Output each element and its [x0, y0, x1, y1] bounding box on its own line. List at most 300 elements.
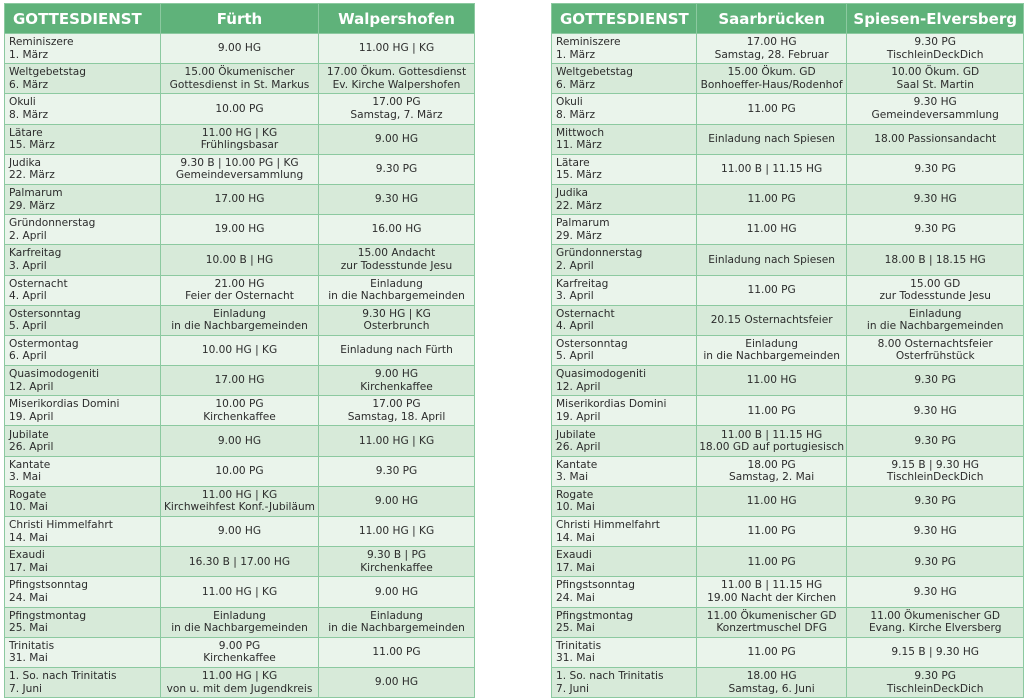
cell-line: Ostersonntag — [9, 307, 81, 320]
service-time-cell — [696, 577, 847, 607]
table-row — [552, 124, 1024, 154]
cell-line: 15.00 GD — [910, 277, 961, 290]
table-row — [552, 64, 1024, 94]
cell-line: 9.30 HG | KG — [362, 307, 431, 320]
cell-line: Frühlingsbasar — [200, 139, 279, 152]
cell-line: 24. Mai — [556, 591, 595, 604]
cell-line: Gemeindeversammlung — [871, 108, 999, 121]
service-time-cell — [696, 94, 847, 124]
service-time-cell — [847, 637, 1024, 667]
cell-line: 6. April — [9, 350, 47, 363]
cell-line: Einladung — [213, 609, 266, 622]
service-time-cell — [696, 517, 847, 547]
table-row — [5, 667, 475, 697]
service-time-cell — [847, 426, 1024, 456]
cell-line: 26. April — [556, 441, 601, 454]
service-time-cell — [161, 637, 319, 667]
service-date-cell — [552, 305, 697, 335]
cell-line: 9.00 HG — [374, 585, 419, 598]
header-cell: Fürth — [161, 4, 319, 34]
cell-line: 17. Mai — [9, 561, 48, 574]
cell-line: 9.30 PG — [914, 434, 956, 447]
cell-line: 3. April — [556, 290, 594, 303]
service-date-cell — [5, 184, 161, 214]
cell-line: 11.00 HG | KG — [358, 434, 435, 447]
cell-line: Einladung nach Spiesen — [708, 253, 836, 266]
service-time-cell — [319, 275, 475, 305]
cell-line: 21.00 HG — [214, 277, 265, 290]
service-time-cell — [847, 275, 1024, 305]
cell-line: 9.00 PG — [218, 639, 261, 652]
cell-line: 11.00 Ökumenischer GD — [870, 609, 1001, 622]
table-row — [5, 456, 475, 486]
table-row — [552, 486, 1024, 516]
cell-line: Gründonnerstag — [9, 217, 96, 230]
service-time-cell — [319, 34, 475, 64]
service-date-cell — [5, 245, 161, 275]
service-time-cell — [696, 245, 847, 275]
cell-line: 17.00 HG — [214, 374, 265, 387]
cell-line: 7. Juni — [9, 682, 42, 695]
cell-line: Osterbrunch — [363, 320, 430, 333]
cell-line: Christi Himmelfahrt — [556, 519, 660, 532]
service-time-cell — [161, 245, 319, 275]
service-time-cell — [319, 486, 475, 516]
service-time-cell — [161, 517, 319, 547]
cell-line: Trinitatis — [9, 639, 55, 652]
cell-line: Reminiszere — [9, 36, 74, 49]
cell-line: 16.00 HG — [371, 223, 422, 236]
service-date-cell — [552, 94, 697, 124]
service-date-cell — [552, 396, 697, 426]
service-date-cell — [5, 517, 161, 547]
cell-line: Einladung nach Spiesen — [708, 132, 836, 145]
cell-line: 3. Mai — [556, 471, 589, 484]
cell-line: Saal St. Martin — [896, 78, 974, 91]
cell-line: 11.00 PG — [747, 525, 796, 538]
cell-line: Ev. Kirche Walpershofen — [332, 78, 461, 91]
service-time-cell — [847, 305, 1024, 335]
service-time-cell — [319, 94, 475, 124]
cell-line: Einladung nach Fürth — [340, 344, 453, 357]
table-row — [5, 124, 475, 154]
service-date-cell — [5, 64, 161, 94]
cell-line: Karfreitag — [556, 277, 609, 290]
cell-line: 17.00 HG — [214, 193, 265, 206]
service-time-cell — [319, 154, 475, 184]
table-row — [5, 577, 475, 607]
service-date-cell — [5, 396, 161, 426]
service-date-cell — [5, 124, 161, 154]
cell-line: 22. März — [556, 199, 602, 212]
cell-line: Palmarum — [556, 217, 610, 230]
service-time-cell — [696, 607, 847, 637]
cell-line: 9.15 B | 9.30 HG — [891, 646, 980, 659]
cell-line: 17.00 PG — [372, 398, 421, 411]
service-time-cell — [847, 215, 1024, 245]
service-date-cell — [552, 486, 697, 516]
cell-line: Gründonnerstag — [556, 247, 643, 260]
cell-line: Quasimodogeniti — [9, 368, 100, 381]
cell-line: 19.00 HG — [214, 223, 265, 236]
table-row — [5, 517, 475, 547]
service-time-cell — [319, 335, 475, 365]
cell-line: 9.00 HG — [374, 495, 419, 508]
table-row — [552, 426, 1024, 456]
table-row — [5, 366, 475, 396]
service-time-cell — [847, 547, 1024, 577]
cell-line: in die Nachbargemeinden — [703, 350, 840, 363]
service-time-cell — [696, 547, 847, 577]
cell-line: 26. April — [9, 441, 54, 454]
service-time-cell — [161, 124, 319, 154]
service-date-cell — [5, 94, 161, 124]
cell-line: 12. April — [9, 380, 54, 393]
cell-line: 11.00 Ökumenischer GD — [706, 609, 837, 622]
cell-line: 1. März — [556, 48, 596, 61]
cell-line: 9.00 HG — [374, 368, 419, 381]
service-time-cell — [319, 64, 475, 94]
service-date-cell — [552, 215, 697, 245]
cell-line: 9.30 PG — [914, 555, 956, 568]
service-date-cell — [552, 184, 697, 214]
cell-line: 12. April — [556, 380, 601, 393]
table-row — [552, 245, 1024, 275]
service-time-cell — [161, 396, 319, 426]
table-row — [5, 305, 475, 335]
service-date-cell — [5, 547, 161, 577]
service-time-cell — [319, 607, 475, 637]
cell-line: 11.00 PG — [747, 646, 796, 659]
cell-line: 17.00 HG — [746, 36, 797, 49]
table-row — [552, 305, 1024, 335]
cell-line: Samstag, 18. April — [347, 410, 446, 423]
cell-line: 11.00 HG | KG — [201, 585, 278, 598]
service-date-cell — [5, 607, 161, 637]
service-date-cell — [5, 577, 161, 607]
cell-line: 20.15 Osternachtsfeier — [710, 314, 833, 327]
service-time-cell — [319, 305, 475, 335]
table-row — [552, 154, 1024, 184]
service-time-cell — [696, 637, 847, 667]
cell-line: 1. So. nach Trinitatis — [556, 670, 664, 683]
cell-line: 11.00 PG — [372, 646, 421, 659]
service-time-cell — [696, 184, 847, 214]
cell-line: 11.00 PG — [747, 283, 796, 296]
cell-line: 9.30 PG — [914, 374, 956, 387]
table-row — [552, 607, 1024, 637]
cell-line: Pfingstmontag — [556, 609, 634, 622]
table-row — [552, 547, 1024, 577]
cell-line: Miserikordias Domini — [556, 398, 667, 411]
cell-line: 24. Mai — [9, 591, 48, 604]
service-date-cell — [5, 275, 161, 305]
service-time-cell — [319, 366, 475, 396]
cell-line: TischleinDeckDich — [886, 471, 984, 484]
cell-line: Einladung — [745, 337, 798, 350]
service-time-cell — [696, 335, 847, 365]
cell-line: 9.30 HG — [374, 193, 419, 206]
header-cell: Saarbrücken — [696, 4, 847, 34]
service-date-cell — [552, 426, 697, 456]
cell-line: 2. April — [9, 229, 47, 242]
cell-line: 17.00 Ökum. Gottesdienst — [326, 66, 467, 79]
table-row — [552, 275, 1024, 305]
cell-line: in die Nachbargemeinden — [328, 290, 465, 303]
cell-line: 18.00 HG — [746, 670, 797, 683]
service-date-cell — [552, 154, 697, 184]
service-time-cell — [696, 215, 847, 245]
cell-line: Kirchenkaffee — [360, 380, 433, 393]
cell-line: Mittwoch — [556, 126, 605, 139]
cell-line: Okuli — [9, 96, 36, 109]
table-row — [5, 637, 475, 667]
cell-line: 9.15 B | 9.30 HG — [891, 458, 980, 471]
cell-line: 10.00 PG — [215, 464, 264, 477]
cell-line: 11.00 PG — [747, 404, 796, 417]
cell-line: 10. Mai — [556, 501, 595, 514]
service-time-cell — [847, 486, 1024, 516]
cell-line: Pfingstmontag — [9, 609, 87, 622]
cell-line: Palmarum — [9, 187, 63, 200]
service-time-cell — [161, 335, 319, 365]
cell-line: 10.00 Ökum. GD — [891, 66, 980, 79]
service-time-cell — [161, 547, 319, 577]
service-time-cell — [696, 34, 847, 64]
cell-line: 19. April — [9, 410, 54, 423]
cell-line: 10.00 PG — [215, 398, 264, 411]
cell-line: 9.30 PG — [914, 495, 956, 508]
cell-line: 3. Mai — [9, 471, 42, 484]
header-row — [5, 4, 475, 34]
service-time-cell — [696, 667, 847, 697]
cell-line: 29. März — [556, 229, 602, 242]
service-time-cell — [319, 547, 475, 577]
service-time-cell — [319, 245, 475, 275]
cell-line: 11.00 HG | KG — [201, 126, 278, 139]
service-date-cell — [5, 667, 161, 697]
cell-line: 15. März — [556, 169, 602, 182]
table-row — [552, 215, 1024, 245]
cell-line: 11.00 HG — [746, 374, 797, 387]
service-time-cell — [847, 396, 1024, 426]
table-row — [5, 547, 475, 577]
cell-line: in die Nachbargemeinden — [171, 320, 308, 333]
cell-line: Lätare — [556, 156, 590, 169]
table-row — [552, 396, 1024, 426]
cell-line: 9.30 PG — [914, 36, 956, 49]
cell-line: 10. Mai — [9, 501, 48, 514]
service-date-cell — [5, 456, 161, 486]
cell-line: Ostermontag — [9, 337, 79, 350]
cell-line: 9.30 PG — [914, 163, 956, 176]
service-time-cell — [847, 517, 1024, 547]
cell-line: 9.30 HG — [913, 193, 957, 206]
service-date-cell — [552, 124, 697, 154]
cell-line: Osternacht — [9, 277, 68, 290]
service-time-cell — [161, 215, 319, 245]
table-row — [552, 637, 1024, 667]
cell-line: Kirchenkaffee — [203, 652, 276, 665]
cell-line: 11.00 HG — [746, 223, 797, 236]
cell-line: Samstag, 6. Juni — [728, 682, 815, 695]
cell-line: Judika — [9, 156, 41, 169]
service-time-cell — [161, 184, 319, 214]
cell-line: Einladung — [213, 307, 266, 320]
service-time-cell — [161, 366, 319, 396]
cell-line: 31. Mai — [556, 652, 595, 665]
service-time-cell — [847, 64, 1024, 94]
header-cell: Walpershofen — [319, 4, 475, 34]
service-date-cell — [552, 64, 697, 94]
service-time-cell — [161, 305, 319, 335]
service-date-cell — [5, 154, 161, 184]
cell-line: Christi Himmelfahrt — [9, 519, 113, 532]
service-date-cell — [552, 335, 697, 365]
cell-line: 9.30 HG — [913, 585, 957, 598]
cell-line: 3. April — [9, 259, 47, 272]
cell-line: zur Todesstunde Jesu — [340, 259, 453, 272]
cell-line: 11.00 HG | KG — [201, 670, 278, 683]
service-date-cell — [552, 517, 697, 547]
cell-line: 7. Juni — [556, 682, 589, 695]
cell-line: 11.00 HG | KG — [201, 488, 278, 501]
service-date-cell — [552, 667, 697, 697]
cell-line: Rogate — [556, 488, 594, 501]
cell-line: Konzertmuschel DFG — [716, 622, 827, 635]
table-row — [5, 154, 475, 184]
service-time-cell — [161, 275, 319, 305]
cell-line: Osternacht — [556, 307, 615, 320]
service-time-cell — [161, 426, 319, 456]
cell-line: 9.00 HG — [217, 42, 262, 55]
service-time-cell — [847, 456, 1024, 486]
cell-line: 9.30 PG — [375, 464, 418, 477]
cell-line: 15.00 Andacht — [357, 247, 436, 260]
service-time-cell — [696, 486, 847, 516]
cell-line: Kirchweihfest Konf.-Jubiläum — [163, 501, 315, 514]
service-time-cell — [319, 215, 475, 245]
service-date-cell — [5, 34, 161, 64]
service-time-cell — [847, 607, 1024, 637]
service-time-cell — [696, 396, 847, 426]
cell-line: 9.30 PG — [914, 223, 956, 236]
cell-line: 15.00 Ökumenischer — [184, 66, 295, 79]
cell-line: Judika — [556, 187, 588, 200]
service-date-cell — [552, 34, 697, 64]
cell-line: 1. So. nach Trinitatis — [9, 670, 117, 683]
service-date-cell — [5, 215, 161, 245]
table-row — [552, 184, 1024, 214]
service-time-cell — [319, 426, 475, 456]
cell-line: Weltgebetstag — [9, 66, 86, 79]
cell-line: in die Nachbargemeinden — [866, 320, 1004, 333]
cell-line: Kirchenkaffee — [203, 410, 276, 423]
cell-line: 17. Mai — [556, 561, 595, 574]
service-time-cell — [319, 396, 475, 426]
service-date-cell — [5, 366, 161, 396]
service-time-cell — [319, 517, 475, 547]
cell-line: 18.00 PG — [747, 458, 796, 471]
header-cell: GOTTESDIENST — [552, 4, 697, 34]
service-time-cell — [847, 34, 1024, 64]
cell-line: Samstag, 2. Mai — [729, 471, 815, 484]
cell-line: Evang. Kirche Elversberg — [868, 622, 1002, 635]
cell-line: 9.00 HG — [217, 525, 262, 538]
cell-line: 11.00 B | 11.15 HG — [721, 428, 823, 441]
table-row — [5, 245, 475, 275]
service-time-cell — [319, 667, 475, 697]
table-row — [5, 275, 475, 305]
service-time-cell — [161, 94, 319, 124]
cell-line: 11.00 HG — [746, 495, 797, 508]
service-time-cell — [319, 456, 475, 486]
cell-line: 9.30 PG — [375, 163, 418, 176]
cell-line: Trinitatis — [556, 639, 602, 652]
cell-line: 5. April — [556, 350, 594, 363]
cell-line: 9.30 B | PG — [366, 549, 427, 562]
cell-line: 9.00 HG — [374, 676, 419, 689]
cell-line: 6. März — [556, 78, 596, 91]
service-date-cell — [5, 426, 161, 456]
cell-line: 5. April — [9, 320, 47, 333]
service-time-cell — [847, 154, 1024, 184]
table-row — [5, 396, 475, 426]
service-time-cell — [847, 366, 1024, 396]
table-row — [552, 34, 1024, 64]
service-time-cell — [161, 577, 319, 607]
cell-line: Okuli — [556, 96, 583, 109]
table-row — [5, 215, 475, 245]
cell-line: 2. April — [556, 259, 594, 272]
service-date-cell — [552, 607, 697, 637]
service-time-cell — [319, 184, 475, 214]
header-cell: Spiesen-Elversberg — [847, 4, 1024, 34]
table-row — [5, 426, 475, 456]
cell-line: 11.00 PG — [747, 193, 796, 206]
cell-line: 11.00 B | 11.15 HG — [721, 579, 823, 592]
service-date-cell — [5, 335, 161, 365]
cell-line: 9.30 PG — [914, 670, 956, 683]
cell-line: 9.30 HG — [913, 96, 957, 109]
cell-line: 9.30 B | 10.00 PG | KG — [180, 156, 299, 169]
header-cell: GOTTESDIENST — [5, 4, 161, 34]
cell-line: Osterfrühstück — [895, 350, 975, 363]
service-date-cell — [5, 637, 161, 667]
service-time-cell — [847, 245, 1024, 275]
service-date-cell — [552, 366, 697, 396]
service-date-cell — [552, 547, 697, 577]
cell-line: Pfingstsonntag — [556, 579, 635, 592]
service-time-cell — [161, 154, 319, 184]
service-time-cell — [696, 305, 847, 335]
cell-line: 25. Mai — [9, 622, 48, 635]
cell-line: zur Todesstunde Jesu — [879, 290, 991, 303]
service-time-cell — [847, 667, 1024, 697]
cell-line: 10.00 B | HG — [205, 253, 274, 266]
cell-line: 11.00 B | 11.15 HG — [721, 163, 823, 176]
service-date-cell — [552, 275, 697, 305]
cell-line: Kirchenkaffee — [360, 561, 433, 574]
cell-line: Reminiszere — [556, 36, 621, 49]
service-time-cell — [161, 34, 319, 64]
cell-line: 11.00 PG — [747, 555, 796, 568]
cell-line: Kantate — [9, 458, 51, 471]
cell-line: in die Nachbargemeinden — [328, 622, 465, 635]
cell-line: 6. März — [9, 78, 49, 91]
cell-line: 9.00 HG — [217, 434, 262, 447]
cell-line: 10.00 PG — [215, 102, 264, 115]
